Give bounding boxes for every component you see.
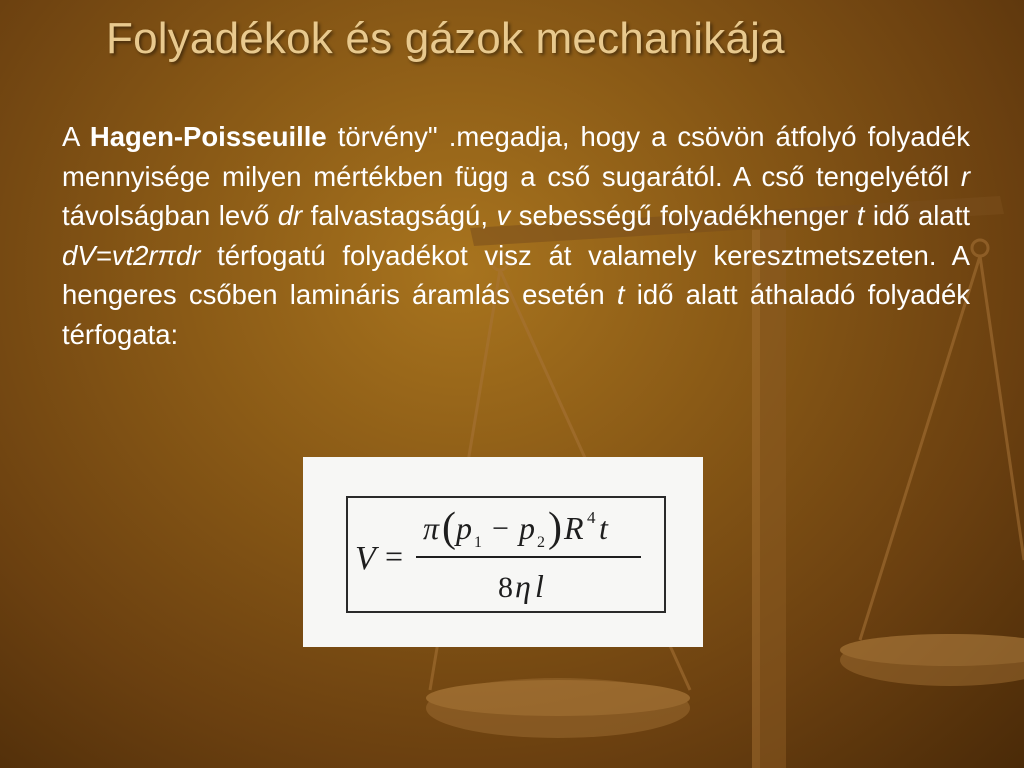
text-segment: idő alatt [864, 200, 970, 232]
variable-r: r [960, 160, 970, 192]
formula-minus: − [492, 512, 509, 545]
formula-R-exponent: 4 [587, 508, 596, 527]
formula-p1-sub: 1 [474, 534, 482, 551]
text-segment: térfogatú folyadékot visz át valamely keresztmetszeten. A hengeres csőben lamináris áramlás esetén [62, 239, 970, 311]
formula-paren-close: ) [548, 505, 562, 551]
formula-t: t [599, 510, 608, 546]
formula-p2: p [519, 510, 535, 546]
law-name: Hagen-Poisseuille [89, 121, 327, 152]
formula-equals: = [385, 538, 404, 574]
text-segment: törvény" .megadja, hogy a csövön átfolyó folyadék mennyisége milyen mértékben függ a cső sugarától. A cső tengelyétől [62, 121, 970, 192]
formula-R: R [564, 510, 584, 546]
formula-p2-sub: 2 [537, 534, 545, 551]
variable-dr: dr [277, 200, 303, 232]
volume-element-expression: dV=vt2rπdr [62, 239, 201, 271]
formula-image [303, 457, 703, 647]
slide-title: Folyadékok és gázok mechanikája [106, 14, 785, 63]
variable-v: v [496, 200, 511, 232]
formula-den-l: l [535, 568, 544, 604]
formula-den-eta: η [515, 568, 531, 604]
text-segment: A [62, 121, 90, 152]
body-paragraph [62, 117, 970, 355]
formula-paren-open: ( [442, 505, 456, 551]
variable-t: t [616, 279, 625, 311]
text-segment: sebességű folyadékhenger [510, 200, 857, 232]
text-segment: távolságban levő [62, 200, 278, 232]
text-segment: idő alatt áthaladó folyadék térfogata: [62, 279, 970, 350]
poiseuille-formula [303, 457, 703, 647]
text-segment: falvastagságú, [302, 200, 497, 232]
formula-pi: π [423, 510, 440, 546]
formula-lhs: V [355, 540, 376, 577]
formula-den-8: 8 [498, 571, 513, 604]
formula-p1: p [456, 510, 472, 546]
variable-t: t [856, 200, 865, 232]
